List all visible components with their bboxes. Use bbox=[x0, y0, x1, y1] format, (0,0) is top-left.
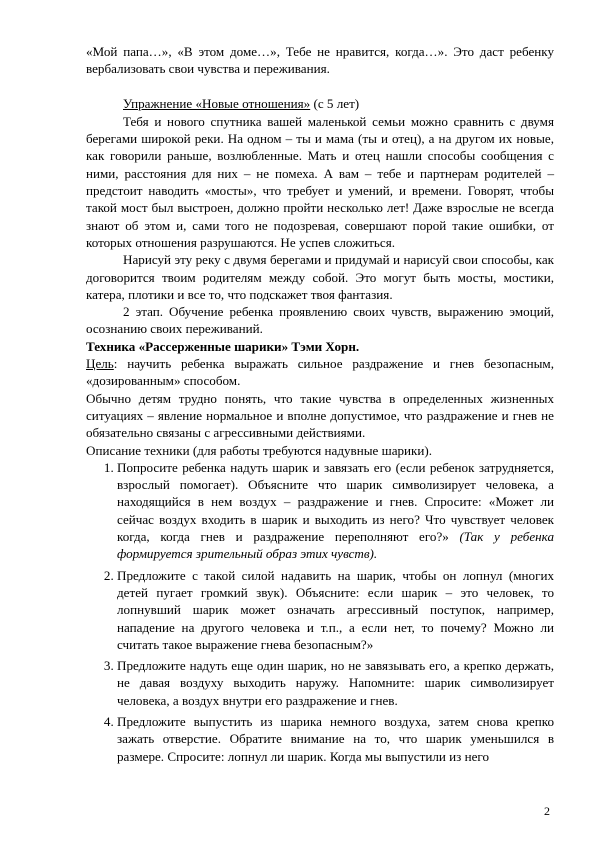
step-text: Предложите с такой силой надавить на шарик, чтобы он лопнул (многих детей пугает громкий звук). Объясните: если шарик – это человек, то лопнувший шарик может означать агрессивный поступок, например, нападение на другого человека и т.п., а если нет, то почему? Можно ли считать такое выражение гнева безопасным?» bbox=[117, 567, 554, 652]
page-number: 2 bbox=[544, 804, 550, 818]
intro-paragraph: «Мой папа…», «В этом доме…», Тебе не нравится, когда…». Это даст ребенку вербализовать свои чувства и переживания. bbox=[86, 44, 554, 77]
step-text: Предложите выпустить из шарика немного воздуха, затем снова крепко зажать отверстие. Обратите внимание на то, что шарик уменьшился в размере. Спросите: лопнул ли шарик. Когда мы выпустили из него bbox=[117, 713, 554, 764]
spacer bbox=[86, 78, 554, 95]
list-item bbox=[117, 657, 554, 709]
exercise-age: (с 5 лет) bbox=[310, 95, 360, 111]
list-item bbox=[117, 459, 554, 563]
goal-text: : научить ребенка выражать сильное раздражение и гнев безопасным, «дозированным» способом. bbox=[86, 356, 554, 389]
stage-paragraph: 2 этап. Обучение ребенка проявлению своих чувств, выражению эмоций, осознанию своих переживаний. bbox=[86, 304, 554, 337]
step-text: Предложите надуть еще один шарик, но не завязывать его, а крепко держать, не давая воздуху выходить наружу. Напомните: шарик символизирует человека, а воздух внутри его раздражение и гнев. bbox=[117, 658, 554, 708]
steps-list bbox=[86, 459, 554, 765]
technique-description: Описание техники (для работы требуются надувные шарики). bbox=[86, 442, 433, 458]
exercise-title: Упражнение «Новые отношения» bbox=[123, 95, 311, 111]
step-note: (Так у ребенка формируется зрительный образ этих чувств). bbox=[117, 529, 555, 562]
page-content bbox=[86, 43, 554, 769]
list-item bbox=[117, 713, 554, 765]
step-text: Попросите ребенка надуть шарик и завязать его (если ребенок затрудняется, взрослый помогает). Объясните что шарик символизирует человека, а находящийся в нем воздух – раздражение и гнев. Спросите: «Может ли сейчас воздух входить в шарик и выходить из него? Что чувствует человек когда, когда гнев и раздражение переполняют его?» bbox=[117, 459, 554, 545]
goal-label: Цель bbox=[86, 356, 114, 372]
technique-title: Техника «Рассерженные шарики» Тэми Хорн. bbox=[86, 338, 360, 354]
exercise-paragraph-2: Нарисуй эту реку с двумя берегами и придумай и нарисуй свои способы, как договорится твоим родителям между собой. Это могут быть мосты, мостики, катера, плотики и все то, что подскажет твоя фантазия. bbox=[86, 252, 554, 302]
exercise-heading bbox=[86, 95, 554, 112]
technique-goal bbox=[86, 355, 554, 390]
list-item bbox=[117, 567, 554, 653]
technique-paragraph: Обычно детям трудно понять, что такие чувства в определенных жизненных ситуациях – явление нормальное и вполне допустимое, что раздражение и гнев не обязательно связаны с агрессивными действиями. bbox=[86, 390, 554, 441]
exercise-paragraph-1: Тебя и нового спутника вашей маленькой семьи можно сравнить с двумя берегами широкой реки. На одном – ты и мама (ты и отец), а на другом их новые, как говорили раньше, возлюбленные. Мать и отец нашли способы сообщения с ними, расстояния для них – не помеха. А вам – тебе и партнерам родителей – предстоит наводить «мосты», что требует и умений, и времени. Говорят, чтобы такой мост был выстроен, должно пройти несколько лет! Даже взрослые не всегда знают об этом и, сами того не подозревая, совершают порой такие ошибки, от которых отношения разрушаются. Не успев сложиться. bbox=[86, 113, 554, 250]
